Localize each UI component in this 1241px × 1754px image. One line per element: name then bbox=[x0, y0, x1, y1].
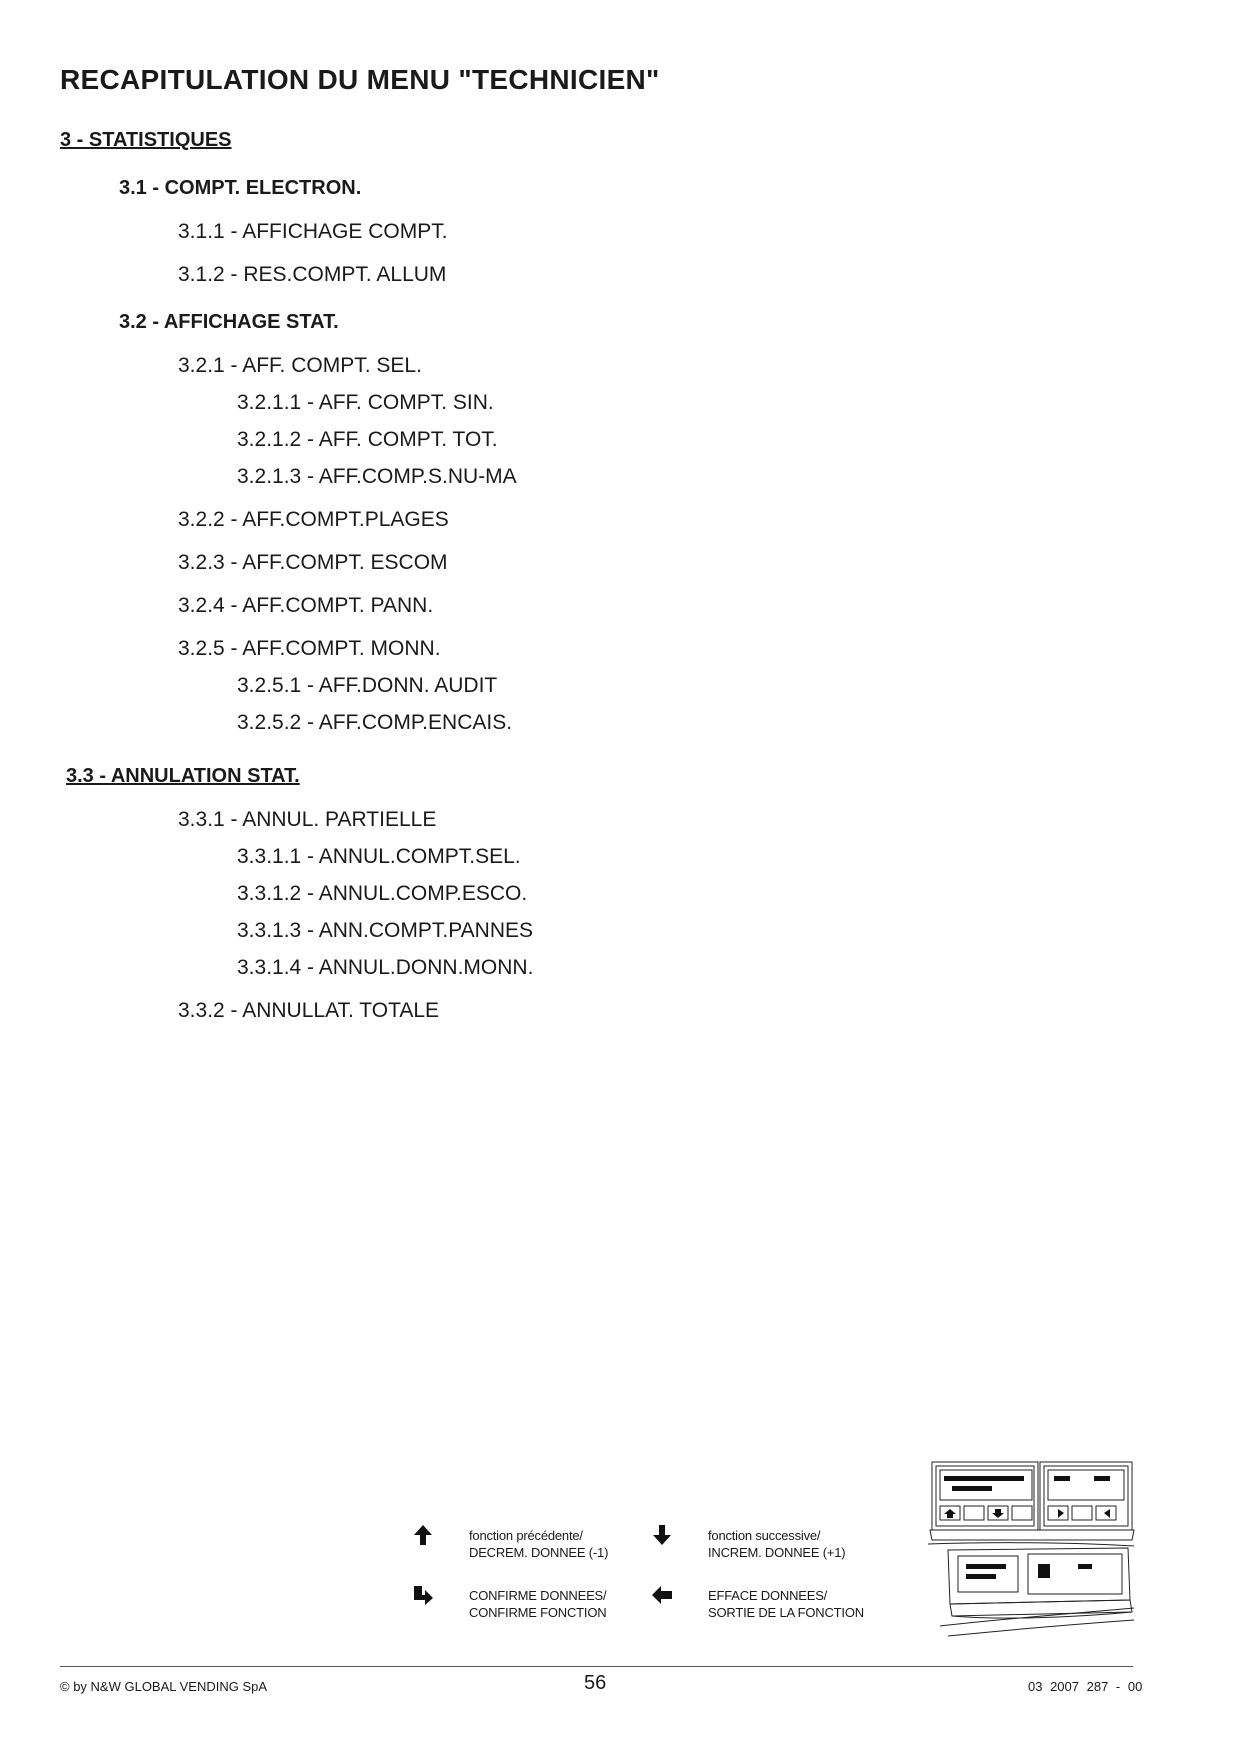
menu-3-2-3: 3.2.3 - AFF.COMPT. ESCOM bbox=[178, 551, 448, 574]
menu-3-3-1-3: 3.3.1.3 - ANN.COMPT.PANNES bbox=[237, 919, 534, 942]
menu-3-2-5: 3.2.5 - AFF.COMPT. MONN. bbox=[178, 637, 441, 660]
document-code: 03 2007 287 - 00 bbox=[1028, 1679, 1143, 1694]
arrow-up-icon bbox=[412, 1524, 434, 1546]
legend-clear-text: EFFACE DONNEES/ SORTIE DE LA FONCTION bbox=[708, 1588, 864, 1620]
page-number: 56 bbox=[584, 1672, 607, 1694]
menu-3-3-1-2: 3.3.1.2 - ANNUL.COMP.ESCO. bbox=[237, 882, 528, 905]
footer-copyright: © by N&W GLOBAL VENDING SpA bbox=[60, 1679, 268, 1694]
menu-3-3-1-1: 3.3.1.1 - ANNUL.COMPT.SEL. bbox=[237, 845, 521, 868]
menu-3-2-4: 3.2.4 - AFF.COMPT. PANN. bbox=[178, 594, 434, 617]
arrow-back-icon bbox=[651, 1584, 673, 1606]
menu-3-2-2: 3.2.2 - AFF.COMPT.PLAGES bbox=[178, 508, 449, 531]
arrow-confirm-icon bbox=[412, 1584, 434, 1606]
control-panel-illustration bbox=[928, 1460, 1136, 1640]
page-title: RECAPITULATION DU MENU "TECHNICIEN" bbox=[60, 64, 660, 95]
menu-3-3-1: 3.3.1 - ANNUL. PARTIELLE bbox=[178, 808, 437, 831]
menu-3-3-1-4: 3.3.1.4 - ANNUL.DONN.MONN. bbox=[237, 956, 534, 979]
menu-3-2-1: 3.2.1 - AFF. COMPT. SEL. bbox=[178, 354, 422, 377]
menu-3-2-5-1: 3.2.5.1 - AFF.DONN. AUDIT bbox=[237, 674, 498, 697]
menu-3-2: 3.2 - AFFICHAGE STAT. bbox=[119, 311, 339, 333]
legend-confirm-text: CONFIRME DONNEES/ CONFIRME FONCTION bbox=[469, 1588, 607, 1620]
footer-rule bbox=[60, 1666, 1133, 1667]
legend-up-text: fonction précédente/ DECREM. DONNEE (-1) bbox=[469, 1528, 609, 1560]
menu-3-2-5-2: 3.2.5.2 - AFF.COMP.ENCAIS. bbox=[237, 711, 513, 734]
menu-3-2-1-3: 3.2.1.3 - AFF.COMP.S.NU-MA bbox=[237, 465, 517, 488]
menu-3-2-1-2: 3.2.1.2 - AFF. COMPT. TOT. bbox=[237, 428, 498, 451]
section-annulation-stat: 3.3 - ANNULATION STAT. bbox=[66, 765, 300, 787]
menu-3-3-2: 3.3.2 - ANNULLAT. TOTALE bbox=[178, 999, 440, 1022]
arrow-down-icon bbox=[651, 1524, 673, 1546]
menu-3-1-2: 3.1.2 - RES.COMPT. ALLUM bbox=[178, 263, 447, 286]
menu-3-1-1: 3.1.1 - AFFICHAGE COMPT. bbox=[178, 220, 448, 243]
menu-3-2-1-1: 3.2.1.1 - AFF. COMPT. SIN. bbox=[237, 391, 494, 414]
menu-3-1: 3.1 - COMPT. ELECTRON. bbox=[119, 177, 362, 199]
legend-down-text: fonction successive/ INCREM. DONNEE (+1) bbox=[708, 1528, 846, 1560]
section-statistiques: 3 - STATISTIQUES bbox=[60, 129, 232, 151]
